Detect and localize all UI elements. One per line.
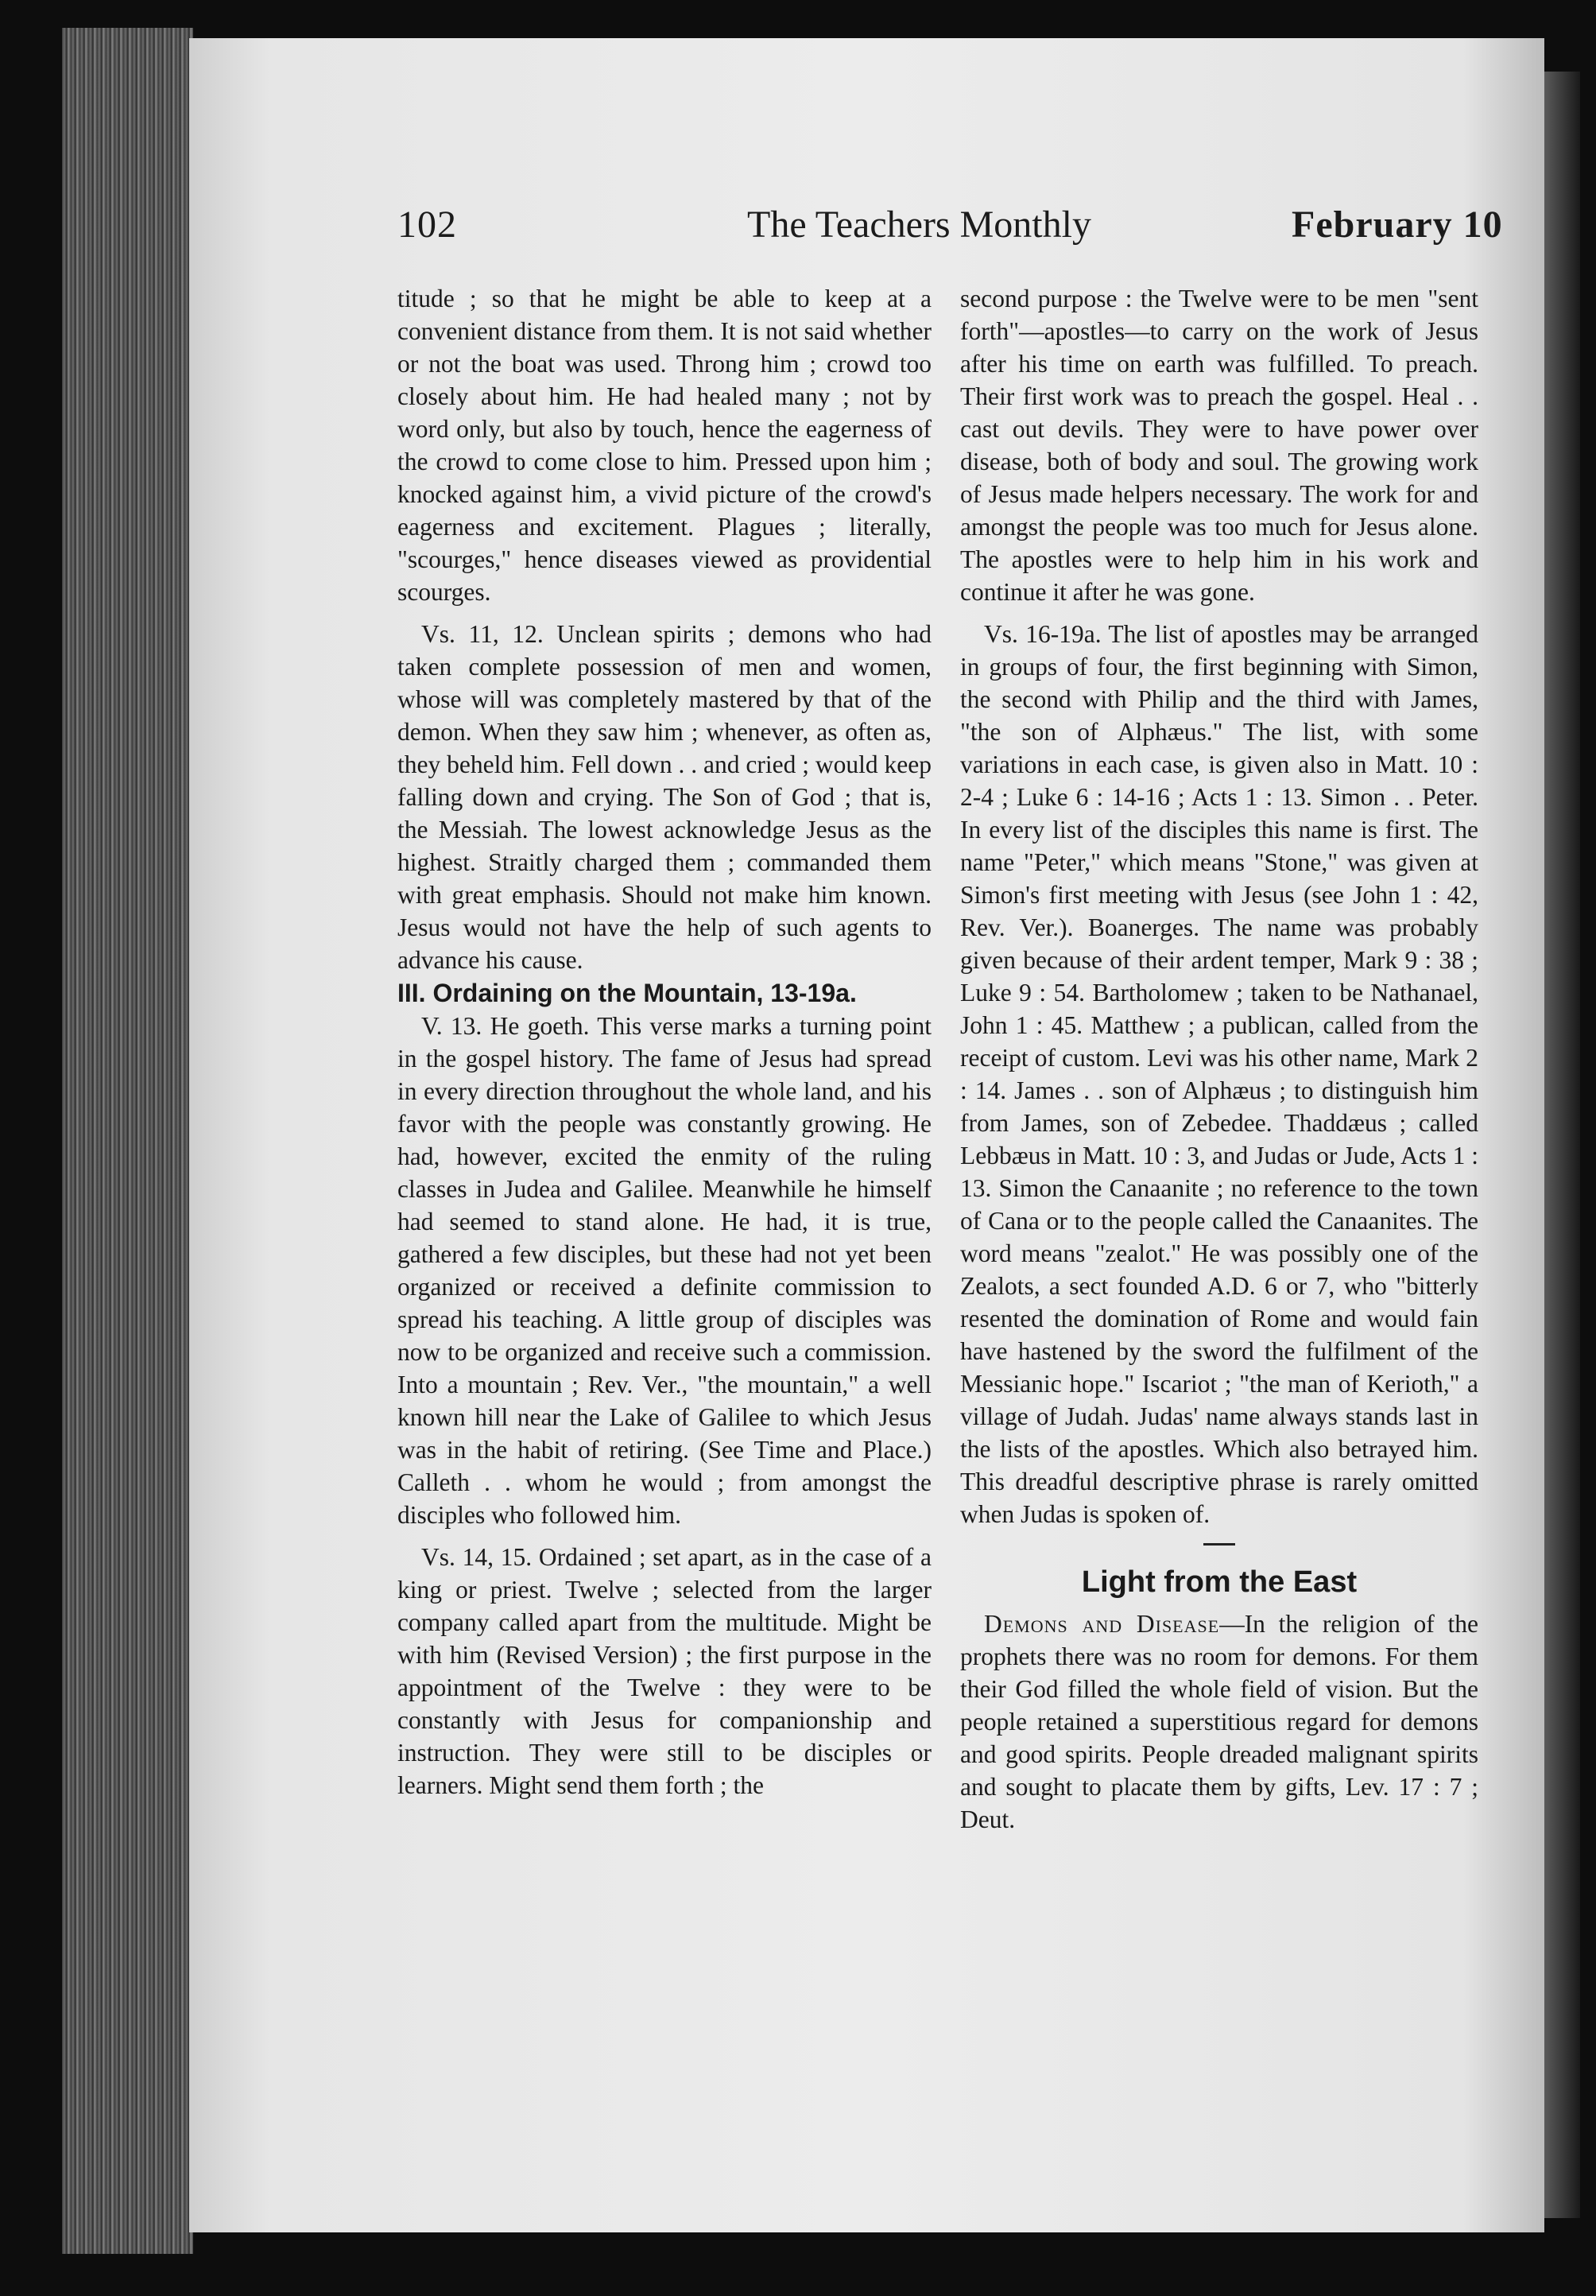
left-paragraph-4: Vs. 14, 15. Ordained ; set apart, as in the case of a king or priest. Twelve ; selected from the larger company called apart from the multitude. Might be with him (Revised Version) ; the first purpose in the appointment of the Twelve : they were to be constantly with Jesus for companionship and instruction. They were still to be disciples or learners. Might send them forth ; the — [397, 1543, 932, 1799]
right-paragraph-1: second purpose : the Twelve were to be men "sent forth"—apostles—to carry on the work of Jesus after his time on earth was fulfilled. To preach. Their first work was to preach the gospel. Heal . . cast out devils. They were to have power over disease, both of body and soul. The growing work of Jesus made helpers necessary. The work for and amongst the people was too much for Jesus alone. The apostles were to help him in his work and continue it after he was gone. — [960, 285, 1478, 606]
right-paragraph-3: —In the religion of the prophets there was no room for demons. For them their God filled the whole field of vision. But the people retained a superstitious regard for demons and good spirits. People dreaded malignant spirits and sought to placate them by gifts, Lev. 17 : 7 ; Deut. — [960, 1610, 1479, 1833]
section-rule — [1203, 1543, 1235, 1546]
section-heading: III. Ordaining on the Mountain, 13-19a. — [397, 979, 857, 1007]
journal-title: The Teachers Monthly — [747, 204, 1091, 246]
right-paragraph-2: Vs. 16-19a. The list of apostles may be arranged in groups of four, the first beginning with Simon, the second with Philip and the third with James, "the son of Alphæus." The list, with some variations in each case, is given also in Matt. 10 : 2-4 ; Luke 6 : 14-16 ; Acts 1 : 13. Simon . . Peter. In every list of the disciples this name is first. The name "Peter," which means "Stone," was given at Simon's first meeting with Jesus (see John 1 : 42, Rev. Ver.). Boanerges. The name was probably given because of their ardent temper, Mark 9 : 38 ; Luke 9 : 54. Bartholomew ; taken to be Nathanael, John 1 : 45. Matthew ; a publican, called from the receipt of custom. Levi was his other name, Mark 2 : 14. James . . son of Alphæus ; to distinguish him from James, son of Zebedee. Thaddæus ; called Lebbæus in Matt. 10 : 3, and Judas or Jude, Acts 1 : 13. Simon the Canaanite ; no reference to the town of Cana or to the people called the Canaanites. The word means "zealot." He was possibly one of the Zealots, a sect founded A.D. 6 or 7, who "bitterly resented the domination of Rome and would fain have hastened by the sword the fulfilment of the Messianic hope." Iscariot ; "the man of Kerioth," a village of Judah. Judas' name always stands last in the lists of the apostles. Which also betrayed him. This dreadful descriptive phrase is rarely omitted when Judas is spoken of. — [960, 620, 1478, 1528]
demons-and-disease-lead: Demons and Disease — [984, 1610, 1220, 1638]
book-right-edge — [1544, 72, 1580, 2218]
issue-date: February 10 — [1292, 204, 1503, 246]
left-column — [397, 282, 932, 1802]
book-page-edges — [62, 28, 193, 2254]
left-paragraph-1: titude ; so that he might be able to keep at a convenient distance from them. It is not said whether or not the boat was used. Throng him ; crowd too closely about him. He had healed many ; not by word only, but also by touch, hence the eagerness of the crowd to come close to him. Pressed upon him ; knocked against him, a vivid picture of the crowd's eagerness and excitement. Plagues ; literally, "scourges," hence diseases viewed as providential scourges. — [397, 285, 932, 606]
right-column — [960, 282, 1478, 1836]
left-paragraph-2: Vs. 11, 12. Unclean spirits ; demons who had taken complete possession of men and women, whose will was completely mastered by that of the demon. When they saw him ; whenever, as often as, they beheld him. Fell down . . and cried ; would keep falling down and crying. The Son of God ; that is, the Messiah. The lowest acknowledge Jesus as the highest. Straitly charged them ; commanded them with great emphasis. Should not make him known. Jesus would not have the help of such agents to advance his cause. — [397, 620, 932, 974]
light-from-the-east-heading: Light from the East — [1081, 1565, 1358, 1599]
page-number: 102 — [397, 204, 457, 246]
left-paragraph-3: V. 13. He goeth. This verse marks a turning point in the gospel history. The fame of Jesus had spread in every direction throughout the whole land, and his favor with the people was constantly growing. He had, however, excited the enmity of the ruling classes in Judea and Galilee. Meanwhile he himself had seemed to stand alone. He had, it is true, gathered a few disciples, but these had not yet been organized or received a definite commission to spread his teaching. A little group of disciples was now to be organized and receive such a commission. Into a mountain ; Rev. Ver., "the mountain," a well known hill near the Lake of Galilee to which Jesus was in the habit of retiring. (See Time and Place.) Calleth . . whom he would ; from amongst the disciples who followed him. — [397, 1012, 932, 1529]
